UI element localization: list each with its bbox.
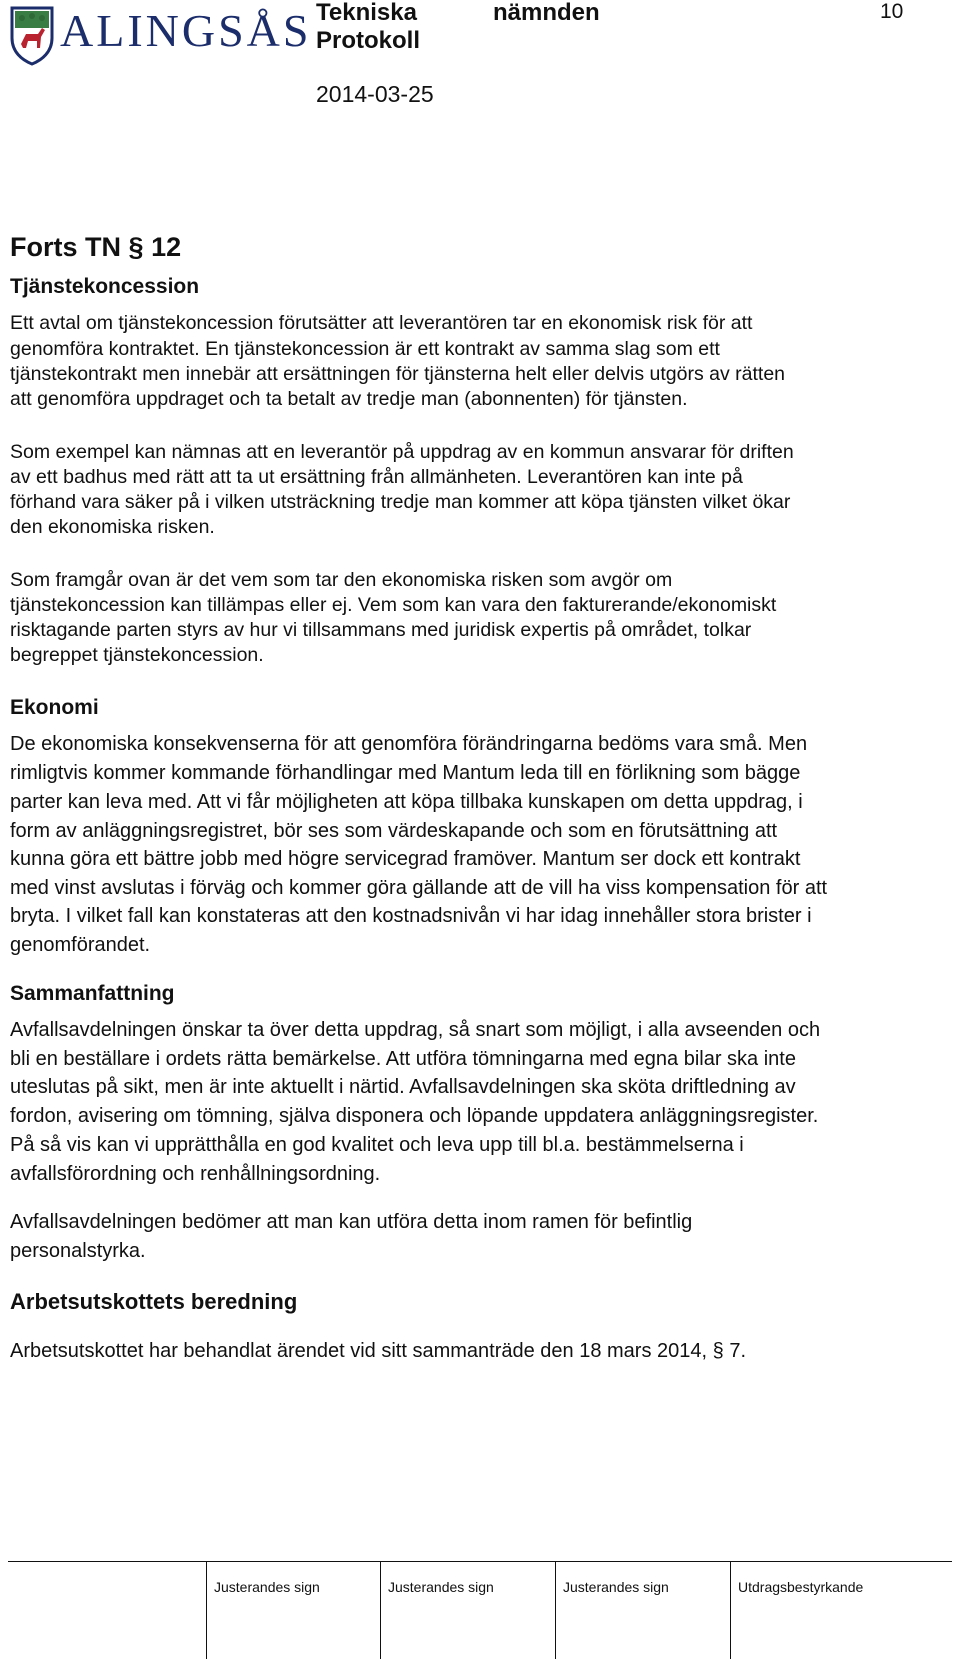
text-line: bli en beställare i ordets rätta bemärkelse. Att utföra tömningarna med egna bilar ska inte [10,1048,796,1070]
text-line: risktagande parten styrs av hur vi tillsammans med juridisk expertis på området, tolkar [10,619,752,641]
text-line: med vinst avslutas i förväg och kommer göra gällande att de vill ha viss kompensation för att [10,877,828,899]
page-number: 10 [880,0,904,23]
municipality-logo [8,4,312,68]
text-line: De ekonomiska konsekvenserna för att genomföra förändringarna bedöms vara små. Men [10,733,808,755]
text-line: parter kan leva med. Att vi får möjligheten att köpa tillbaka kunskapen om detta uppdrag, i [10,791,803,813]
text-line: Avfallsavdelningen bedömer att man kan utföra detta inom ramen för befintlig [10,1211,693,1233]
text-line: Avfallsavdelningen önskar ta över detta uppdrag, så snart som möjligt, i alla avseenden och [10,1019,821,1041]
decision-text: Arbetsutskottet har behandlat ärendet vid sitt sammanträde den 18 mars 2014, [10,1340,708,1362]
signature-label: Justerandes sign [214,1579,320,1595]
text-line: tjänstekontrakt men innebär att ersättningen för tjänsterna helt eller delvis utgörs av rätten [10,363,786,385]
text-line: tjänstekoncession kan tillämpas eller ej. Vem som kan vara den fakturerande/ekonomiskt [10,594,777,616]
text-line: kunna göra ett bättre jobb med högre servicegrad framöver. Mantum ser dock ett kontrakt [10,848,801,870]
text-line: Som framgår ovan är det vem som tar den ekonomiska risken som avgör om [10,569,673,591]
heading-arbetsutskottets-beredning: Arbetsutskottets beredning [10,1289,298,1314]
text-line: den ekonomiska risken. [10,516,215,538]
committee-name-part2: nämnden [493,0,600,26]
signature-label: Justerandes sign [388,1579,494,1595]
text-line: Ett avtal om tjänstekoncession förutsätter att leverantören tar en ekonomisk risk för att [10,312,753,334]
coat-of-arms-icon [8,4,56,66]
document-type: Protokoll [316,27,421,54]
signature-box-divider [730,1561,731,1659]
heading-tjanstekoncession: Tjänstekoncession [10,275,200,298]
text-line: rimligtvis kommer kommande förhandlingar med Mantum leda till en förlikning som bägge [10,762,801,784]
paragraph-number: 7. [729,1340,747,1362]
committee-name-part1: Tekniska [316,0,417,26]
heading-sammanfattning: Sammanfattning [10,982,175,1005]
text-line: uteslutas på sikt, men är inte aktuellt i närtid. Avfallsavdelningen ska sköta driftledning av [10,1076,796,1098]
text-line: På så vis kan vi upprätthålla en god kvalitet och leva upp till bl.a. bestämmelserna i [10,1134,744,1156]
text-line: förhand vara säker på i vilken utsträckning tredje man kommer att köpa tjänsten vilket ökar [10,491,791,513]
decision-line [10,1341,746,1361]
text-line: personalstyrka. [10,1240,146,1262]
meeting-date: 2014-03-25 [316,81,434,107]
text-line: Som exempel kan nämnas att en leverantör på uppdrag av en kommun ansvarar för driften [10,441,794,463]
signature-label: Justerandes sign [563,1579,669,1595]
extract-certification-label: Utdragsbestyrkande [738,1579,864,1595]
paragraph-sign: § [128,232,144,262]
section-title-text: Forts TN [10,232,121,262]
text-line: fordon, avisering om tömning, själva disponera och löpande uppdatera anläggningsregister. [10,1105,819,1127]
text-line: bryta. I vilket fall kan konstateras att den kostnadsnivån vi har idag innehåller stora brister i [10,905,812,927]
signature-box-divider [555,1561,556,1659]
logo-text: ALINGSÅS [60,5,312,56]
heading-ekonomi: Ekonomi [10,696,99,719]
section-number: 12 [151,232,182,262]
text-line: genomföra kontraktet. En tjänstekoncession är ett kontrakt av samma slag som ett [10,338,720,360]
text-line: avfallsförordning och renhållningsordning. [10,1163,381,1185]
signature-box-divider [380,1561,381,1659]
text-line: begreppet tjänstekoncession. [10,644,264,666]
text-line: att genomföra uppdraget och ta betalt av tredje man (abonnenten) för tjänsten. [10,388,688,410]
text-line: form av anläggningsregistret, bör ses som värdeskapande och som en förutsättning att [10,820,778,842]
text-line: av ett badhus med rätt att ta ut ersättning från allmänheten. Leverantören kan inte på [10,466,743,488]
signature-box-divider [206,1561,207,1659]
section-title [10,234,181,261]
footer-rule [8,1561,952,1562]
text-line: genomförandet. [10,934,151,956]
paragraph-sign: § [712,1340,724,1362]
